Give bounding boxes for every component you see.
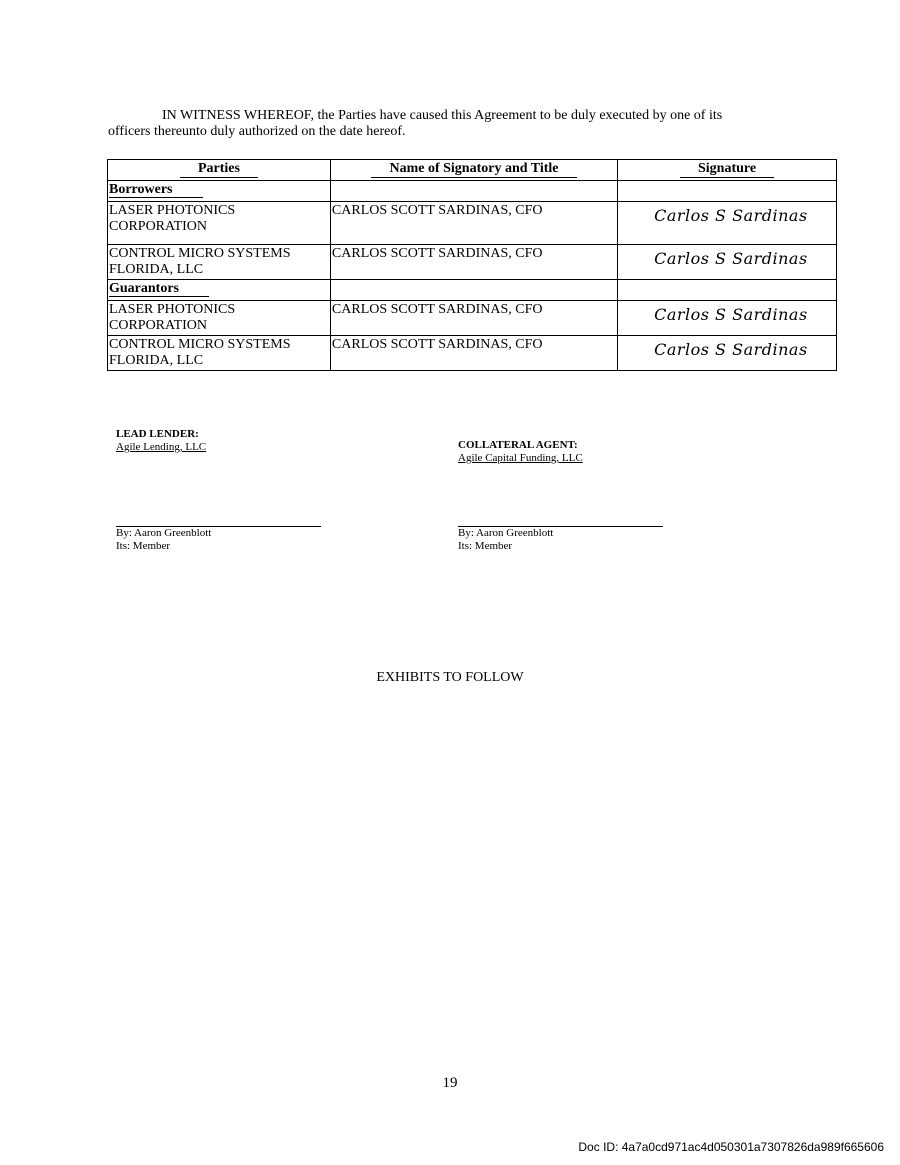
handwritten-signature: Carlos S Sardinas xyxy=(654,340,808,359)
lead-lender-block xyxy=(116,428,206,454)
signature-cell xyxy=(618,336,837,371)
signatory-cell: CARLOS SCOTT SARDINAS, CFO xyxy=(330,202,617,245)
signature-cell xyxy=(618,245,837,280)
signature-table xyxy=(107,159,837,371)
party-cell: LASER PHOTONICS CORPORATION xyxy=(108,202,331,245)
doc-id: Doc ID: 4a7a0cd971ac4d050301a7307826da989f665606 xyxy=(578,1140,884,1154)
collateral-agent-name: Agile Capital Funding, LLC xyxy=(458,452,583,464)
header-signatory: Name of Signatory and Title xyxy=(330,160,617,181)
table-row xyxy=(108,202,837,245)
header-parties: Parties xyxy=(108,160,331,181)
signatory-cell: CARLOS SCOTT SARDINAS, CFO xyxy=(330,245,617,280)
signatory-cell: CARLOS SCOTT SARDINAS, CFO xyxy=(330,336,617,371)
party-cell: LASER PHOTONICS CORPORATION xyxy=(108,301,331,336)
borrowers-group-row xyxy=(108,181,837,202)
witness-text: IN WITNESS WHEREOF, the Parties have caused this Agreement to be duly executed by one of its officers thereunto duly authorized on the date hereof. xyxy=(108,108,723,139)
lead-lender-name: Agile Lending, LLC xyxy=(116,441,207,453)
table-header-row xyxy=(108,160,837,181)
lead-lender-label: LEAD LENDER: xyxy=(116,428,199,440)
witness-paragraph xyxy=(108,108,768,140)
table-row xyxy=(108,301,837,336)
collateral-agent-its: Its: Member xyxy=(458,540,513,552)
collateral-agent-label: COLLATERAL AGENT: xyxy=(458,439,578,451)
party-cell: CONTROL MICRO SYSTEMS FLORIDA, LLC xyxy=(108,245,331,280)
signatory-cell: CARLOS SCOTT SARDINAS, CFO xyxy=(330,301,617,336)
lead-lender-its: Its: Member xyxy=(116,540,171,552)
lead-lender-by-block xyxy=(116,527,211,553)
handwritten-signature: Carlos S Sardinas xyxy=(654,305,808,324)
lead-lender-by: By: Aaron Greenblott xyxy=(116,527,212,539)
exhibits-heading: EXHIBITS TO FOLLOW xyxy=(376,670,524,685)
guarantors-label: Guarantors xyxy=(108,280,331,301)
handwritten-signature: Carlos S Sardinas xyxy=(654,206,808,225)
header-signature: Signature xyxy=(618,160,837,181)
collateral-agent-by-block xyxy=(458,527,553,553)
signature-cell xyxy=(618,202,837,245)
guarantors-group-row xyxy=(108,280,837,301)
page-number: 19 xyxy=(442,1075,458,1091)
collateral-agent-by: By: Aaron Greenblott xyxy=(458,527,554,539)
collateral-agent-block xyxy=(458,439,583,465)
party-cell: CONTROL MICRO SYSTEMS FLORIDA, LLC xyxy=(108,336,331,371)
handwritten-signature: Carlos S Sardinas xyxy=(654,249,808,268)
table-row xyxy=(108,336,837,371)
signature-cell xyxy=(618,301,837,336)
borrowers-label: Borrowers xyxy=(108,181,331,202)
table-row xyxy=(108,245,837,280)
